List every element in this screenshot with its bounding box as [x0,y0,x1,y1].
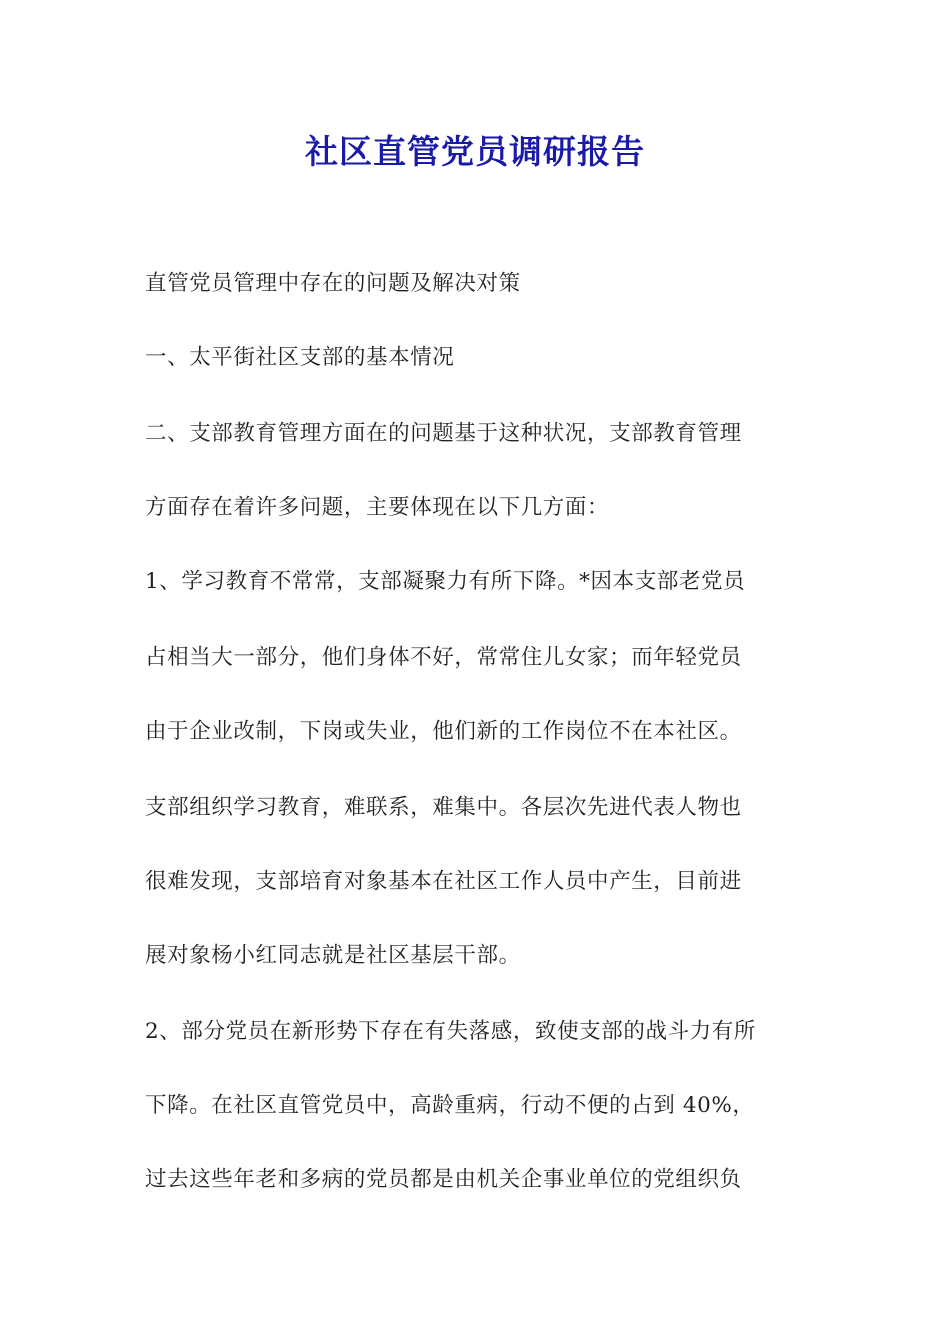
document-title: 社区直管党员调研报告 [305,132,645,171]
paragraph-line: 过去这些年老和多病的党员都是由机关企事业单位的党组织负 [145,1167,742,1192]
section-heading: 二、支部教育管理方面在的问题基于这种状况，支部教育管理 [145,421,742,446]
paragraph-line: 2、部分党员在新形势下存在有失落感，致使支部的战斗力有所 [145,1019,756,1044]
paragraph-line: 展对象杨小红同志就是社区基层干部。 [145,943,521,968]
section-heading: 一、太平街社区支部的基本情况 [145,345,455,370]
paragraph-line: 支部组织学习教育，难联系，难集中。各层次先进代表人物也 [145,795,742,820]
paragraph-line: 方面存在着许多问题，主要体现在以下几方面： [145,495,610,520]
paragraph-line: 占相当大一部分，他们身体不好，常常住儿女家；而年轻党员 [145,645,742,670]
paragraph-line: 由于企业改制，下岗或失业，他们新的工作岗位不在本社区。 [145,719,742,744]
paragraph-line: 1、学习教育不常常，支部凝聚力有所下降。*因本支部老党员 [145,569,746,594]
paragraph-line: 很难发现，支部培育对象基本在社区工作人员中产生，目前进 [145,869,742,894]
paragraph-line: 下降。在社区直管党员中，高龄重病，行动不便的占到 40%， [145,1093,755,1118]
document-subtitle: 直管党员管理中存在的问题及解决对策 [145,271,521,296]
